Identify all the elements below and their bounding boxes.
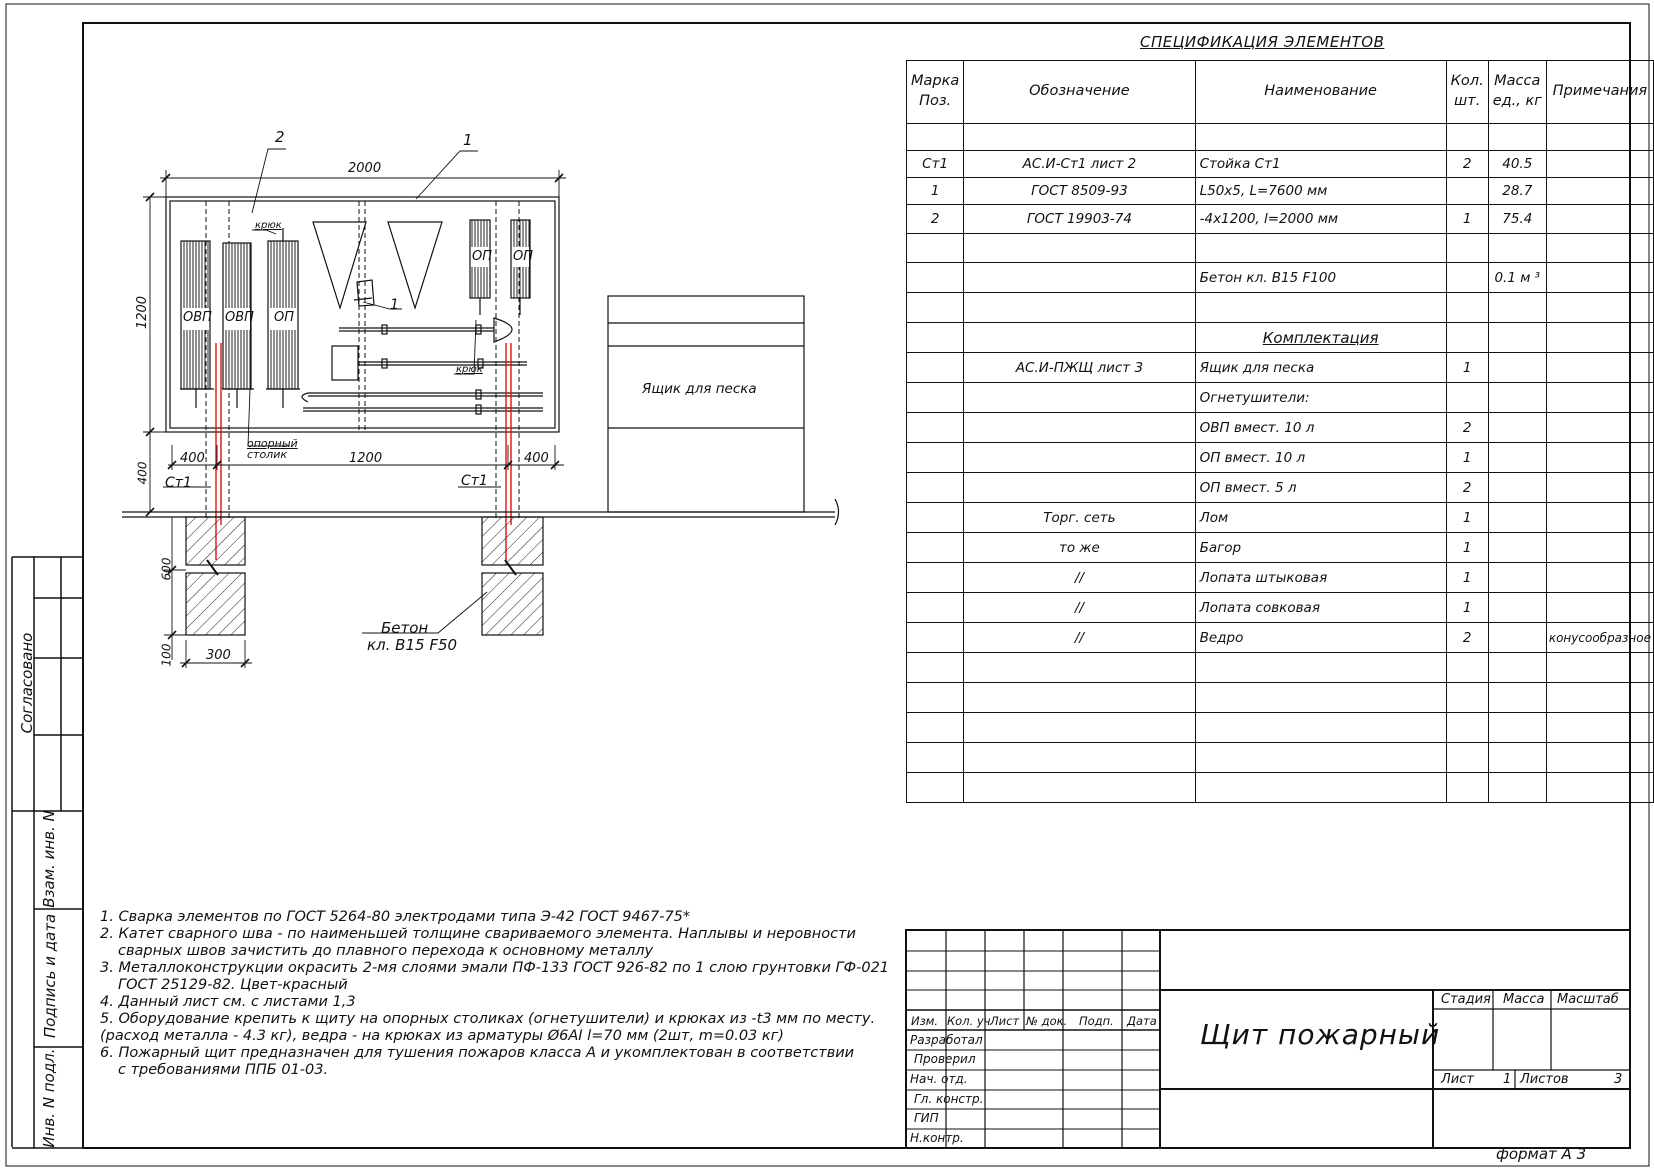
note-1: 1. Сварка элементов по ГОСТ 5264-80 электродами типа Э-42 ГОСТ 9467-75* xyxy=(100,909,691,925)
cell-mass: 75.4 xyxy=(1488,205,1546,234)
cell-mark xyxy=(907,353,964,383)
cell-designation xyxy=(964,234,1195,263)
note-5: 5. Оборудование крепить к щиту на опорных столиках (огнетушители) и крюках из -t3 мм по месту. xyxy=(100,1011,876,1027)
cell-mark xyxy=(907,593,964,623)
cell-mass xyxy=(1488,683,1546,713)
tb-sheet-value: 1 xyxy=(1503,1072,1512,1087)
cell-designation xyxy=(964,683,1195,713)
cell-mass xyxy=(1488,593,1546,623)
cell-mark xyxy=(907,263,964,293)
cell-note xyxy=(1546,263,1653,293)
spec-row xyxy=(907,713,1654,743)
cell-mark: 1 xyxy=(907,178,964,205)
cell-note xyxy=(1546,743,1653,773)
cell-name: Бетон кл. В15 F100 xyxy=(1195,263,1446,293)
header-mass: Масса ед., кг xyxy=(1488,61,1546,124)
cell-name xyxy=(1195,713,1446,743)
cell-qty: 1 xyxy=(1446,593,1488,623)
cell-mass xyxy=(1488,234,1546,263)
label-st1-right: Ст1 xyxy=(461,473,488,489)
label-ext-op-1: ОП xyxy=(274,310,295,325)
cell-designation xyxy=(964,773,1195,803)
cell-mark xyxy=(907,503,964,533)
cell-name: Огнетушители: xyxy=(1195,383,1446,413)
note-3: 3. Металлоконструкции окрасить 2-мя слоями эмали ПФ-133 ГОСТ 926-82 по 1 слою грунтовки ГФ-021 xyxy=(100,960,890,976)
header-name: Наименование xyxy=(1195,61,1446,124)
cell-designation: Торг. сеть xyxy=(964,503,1195,533)
cell-name: Багор xyxy=(1195,533,1446,563)
label-hook: крюк xyxy=(255,220,282,231)
spec-row xyxy=(907,413,1654,443)
cell-note xyxy=(1546,293,1653,323)
cell-qty: 2 xyxy=(1446,413,1488,443)
cell-mark: Ст1 xyxy=(907,151,964,178)
cell-note xyxy=(1546,205,1653,234)
cell-name xyxy=(1195,653,1446,683)
tb-role-dept-head: Нач. отд. xyxy=(910,1072,968,1086)
cell-name: Стойка Ст1 xyxy=(1195,151,1446,178)
cell-mark xyxy=(907,473,964,503)
crowbar xyxy=(303,408,543,411)
dim-2000: 2000 xyxy=(348,161,382,176)
cell-qty xyxy=(1446,653,1488,683)
cell-mark: 2 xyxy=(907,205,964,234)
spec-row xyxy=(907,773,1654,803)
spec-row xyxy=(907,263,1654,293)
cell-name: Ведро xyxy=(1195,623,1446,653)
spec-row xyxy=(907,683,1654,713)
bucket-2 xyxy=(388,222,442,308)
cell-note xyxy=(1546,713,1653,743)
spec-header-row xyxy=(907,61,1654,124)
spec-row xyxy=(907,234,1654,263)
spec-row xyxy=(907,323,1654,353)
label-ext-op-2: ОП xyxy=(472,249,493,264)
cell-qty: 1 xyxy=(1446,503,1488,533)
extinguisher-op-3 xyxy=(511,220,530,315)
cell-mark xyxy=(907,623,964,653)
header-designation: Обозначение xyxy=(964,61,1195,124)
cell-designation xyxy=(964,413,1195,443)
side-label-sign-date: Подпись и дата xyxy=(41,913,59,1038)
foundation-left-upper xyxy=(186,517,245,565)
cell-name: ОП вмест. 5 л xyxy=(1195,473,1446,503)
cell-name: Лопата штыковая xyxy=(1195,563,1446,593)
foundation-right-upper xyxy=(482,517,543,565)
tb-role-chief-designer: Гл. констр. xyxy=(914,1092,984,1106)
cell-note xyxy=(1546,383,1653,413)
note-6-cont: с требованиями ППБ 01-03. xyxy=(118,1062,329,1078)
cell-name: -4x1200, l=2000 мм xyxy=(1195,205,1446,234)
cell-mark xyxy=(907,413,964,443)
cell-mark xyxy=(907,443,964,473)
spec-row xyxy=(907,563,1654,593)
cell-designation xyxy=(964,713,1195,743)
label-st1-left: Ст1 xyxy=(165,475,192,491)
general-notes xyxy=(100,909,900,1079)
fire-shield-drawing xyxy=(122,149,839,668)
spec-row xyxy=(907,623,1654,653)
label-ext-op-3: ОП xyxy=(513,249,534,264)
cell-designation xyxy=(964,383,1195,413)
cell-designation: // xyxy=(964,593,1195,623)
cell-designation xyxy=(964,743,1195,773)
cell-qty: 2 xyxy=(1446,623,1488,653)
tb-role-gip: ГИП xyxy=(914,1111,939,1125)
cell-name: ОВП вмест. 10 л xyxy=(1195,413,1446,443)
tb-role-developer: Разработал xyxy=(910,1033,983,1047)
cell-qty: 1 xyxy=(1446,353,1488,383)
spec-row xyxy=(907,353,1654,383)
spec-row xyxy=(907,383,1654,413)
sand-box xyxy=(608,296,804,512)
hook-pole xyxy=(302,393,543,402)
cell-note xyxy=(1546,353,1653,383)
cell-name xyxy=(1195,124,1446,151)
drawing-title: Щит пожарный xyxy=(1200,1018,1441,1051)
cell-note xyxy=(1546,683,1653,713)
cell-mass xyxy=(1488,623,1546,653)
side-label-inv-orig: Инв. N подл. xyxy=(40,1048,58,1148)
cell-qty: 2 xyxy=(1446,151,1488,178)
cell-mass xyxy=(1488,653,1546,683)
note-5-cont: (расход металла - 4.3 кг), ведра - на крюках из арматуры Ø6AI l=70 мм (2шт, m=0.03 кг) xyxy=(100,1028,784,1044)
spec-row xyxy=(907,124,1654,151)
tb-col-izm: Изм. xyxy=(911,1014,939,1028)
cell-designation xyxy=(964,293,1195,323)
header-mark: Марка Поз. xyxy=(907,61,964,124)
cell-name: L50x5, L=7600 мм xyxy=(1195,178,1446,205)
cell-qty xyxy=(1446,683,1488,713)
spec-row xyxy=(907,533,1654,563)
spec-table xyxy=(906,60,1654,803)
cell-mass: 40.5 xyxy=(1488,151,1546,178)
label-support-2: столик xyxy=(247,448,288,461)
cell-note xyxy=(1546,473,1653,503)
spec-row xyxy=(907,178,1654,205)
tb-scale-label: Масштаб xyxy=(1557,992,1619,1007)
cell-designation: // xyxy=(964,563,1195,593)
spec-row xyxy=(907,593,1654,623)
side-label-inv-vzam: Взам. инв. N xyxy=(40,810,58,908)
dim-1200-bottom: 1200 xyxy=(349,451,383,466)
cell-name: Ящик для песка xyxy=(1195,353,1446,383)
tb-stage-label: Стадия xyxy=(1441,992,1491,1007)
cell-note: конусообразное xyxy=(1546,623,1653,653)
cell-mass xyxy=(1488,503,1546,533)
cell-mass xyxy=(1488,713,1546,743)
note-6: 6. Пожарный щит предназначен для тушения пожаров класса А и укомплектован в соответствии xyxy=(100,1045,855,1061)
cell-note xyxy=(1546,443,1653,473)
cell-note xyxy=(1546,124,1653,151)
tb-col-list: Лист xyxy=(990,1014,1020,1028)
cell-qty xyxy=(1446,713,1488,743)
spec-row xyxy=(907,151,1654,178)
cell-name: ОП вмест. 10 л xyxy=(1195,443,1446,473)
cell-designation xyxy=(964,653,1195,683)
cell-qty xyxy=(1446,323,1488,353)
cell-designation: АС.И-ПЖЩ лист 3 xyxy=(964,353,1195,383)
cell-name xyxy=(1195,773,1446,803)
cell-qty: 1 xyxy=(1446,443,1488,473)
cell-name xyxy=(1195,743,1446,773)
cell-mass xyxy=(1488,533,1546,563)
callout-1-top: 1 xyxy=(463,131,473,149)
foundation-left-lower xyxy=(186,573,245,635)
cell-mark xyxy=(907,653,964,683)
cell-designation: ГОСТ 8509-93 xyxy=(964,178,1195,205)
cell-designation xyxy=(964,473,1195,503)
dim-300: 300 xyxy=(206,648,231,663)
cell-designation xyxy=(964,124,1195,151)
cell-designation: АС.И-Ст1 лист 2 xyxy=(964,151,1195,178)
spec-row xyxy=(907,205,1654,234)
header-note: Примечания xyxy=(1546,61,1653,124)
tb-sheets-label: Листов xyxy=(1520,1072,1569,1087)
dim-1200-vert: 1200 xyxy=(135,295,151,330)
cell-qty xyxy=(1446,234,1488,263)
spec-row xyxy=(907,743,1654,773)
cell-qty: 1 xyxy=(1446,563,1488,593)
spec-row xyxy=(907,443,1654,473)
cell-mark xyxy=(907,563,964,593)
cell-mass xyxy=(1488,124,1546,151)
sheet-format: формат А 3 xyxy=(1496,1145,1587,1163)
cell-qty xyxy=(1446,124,1488,151)
label-concrete-1: Бетон xyxy=(381,619,429,637)
cell-mark xyxy=(907,713,964,743)
label-concrete-2: кл. В15 F50 xyxy=(367,636,458,654)
cell-mass xyxy=(1488,773,1546,803)
dim-100-vert: 100 xyxy=(159,643,174,667)
cell-mass xyxy=(1488,383,1546,413)
cell-note xyxy=(1546,503,1653,533)
note-3-cont: ГОСТ 25129-82. Цвет-красный xyxy=(118,977,348,993)
cell-designation xyxy=(964,323,1195,353)
cell-mark xyxy=(907,124,964,151)
tb-role-checker: Проверил xyxy=(914,1052,976,1066)
extinguisher-op-2 xyxy=(470,220,493,315)
cell-note xyxy=(1546,234,1653,263)
cell-note xyxy=(1546,151,1653,178)
tb-col-podp: Подп. xyxy=(1079,1014,1114,1028)
cell-note xyxy=(1546,653,1653,683)
cell-designation xyxy=(964,443,1195,473)
cell-qty xyxy=(1446,263,1488,293)
cell-note xyxy=(1546,593,1653,623)
foundation-right-lower xyxy=(482,573,543,635)
cell-mass xyxy=(1488,443,1546,473)
cell-designation: ГОСТ 19903-74 xyxy=(964,205,1195,234)
label-ext-ovp-1: ОВП xyxy=(183,310,212,325)
label-support-1: опорный xyxy=(247,437,298,450)
cell-mass xyxy=(1488,293,1546,323)
cell-designation xyxy=(964,263,1195,293)
dim-400-vert: 400 xyxy=(135,461,150,485)
header-qty: Кол. шт. xyxy=(1446,61,1488,124)
cell-qty xyxy=(1446,773,1488,803)
cell-mark xyxy=(907,773,964,803)
cell-note xyxy=(1546,413,1653,443)
tb-col-data: Дата xyxy=(1127,1014,1157,1028)
spec-row xyxy=(907,293,1654,323)
tb-mass-label: Масса xyxy=(1503,992,1545,1007)
cell-mass xyxy=(1488,323,1546,353)
cell-designation: то же xyxy=(964,533,1195,563)
cell-name xyxy=(1195,234,1446,263)
cell-qty xyxy=(1446,743,1488,773)
cell-mass: 0.1 м ³ xyxy=(1488,263,1546,293)
cell-mark xyxy=(907,293,964,323)
cell-mark xyxy=(907,234,964,263)
cell-mass xyxy=(1488,743,1546,773)
cell-mark xyxy=(907,533,964,563)
cell-qty xyxy=(1446,178,1488,205)
callout-2: 2 xyxy=(275,128,285,146)
cell-mass xyxy=(1488,563,1546,593)
tb-col-ndok: № док. xyxy=(1026,1014,1068,1028)
cell-mark xyxy=(907,383,964,413)
spec-row xyxy=(907,473,1654,503)
note-2: 2. Катет сварного шва - по наименьшей толщине свариваемого элемента. Наплывы и неровности xyxy=(100,926,856,942)
cell-mark xyxy=(907,743,964,773)
spec-title: СПЕЦИФИКАЦИЯ ЭЛЕМЕНТОВ xyxy=(1140,33,1385,51)
cell-name xyxy=(1195,683,1446,713)
note-2-cont: сварных швов зачистить до плавного перехода к основному металлу xyxy=(118,943,654,959)
side-label-agreed: Согласовано xyxy=(18,632,36,734)
spec-row xyxy=(907,653,1654,683)
cell-mark xyxy=(907,323,964,353)
cell-mass xyxy=(1488,353,1546,383)
cell-name: Лом xyxy=(1195,503,1446,533)
cell-note xyxy=(1546,773,1653,803)
tb-col-kol: Кол. уч xyxy=(947,1014,991,1028)
cell-name: Комплектация xyxy=(1195,323,1446,353)
cell-mark xyxy=(907,683,964,713)
tb-sheet-label: Лист xyxy=(1441,1072,1474,1087)
cell-qty: 1 xyxy=(1446,533,1488,563)
cell-designation: // xyxy=(964,623,1195,653)
label-sand-box: Ящик для песка xyxy=(642,381,757,397)
cell-mass xyxy=(1488,473,1546,503)
cell-qty xyxy=(1446,383,1488,413)
cell-qty xyxy=(1446,293,1488,323)
cell-qty: 1 xyxy=(1446,205,1488,234)
cell-mass: 28.7 xyxy=(1488,178,1546,205)
spec-row xyxy=(907,503,1654,533)
label-ext-ovp-2: ОВП xyxy=(225,310,254,325)
cell-note xyxy=(1546,178,1653,205)
cell-note xyxy=(1546,323,1653,353)
dim-400-right: 400 xyxy=(524,451,549,466)
cell-name xyxy=(1195,293,1446,323)
tb-role-norm-control: Н.контр. xyxy=(910,1131,964,1145)
shovel-flat xyxy=(332,346,527,380)
cell-note xyxy=(1546,533,1653,563)
dim-600-vert: 600 xyxy=(159,557,174,581)
cell-name: Лопата совковая xyxy=(1195,593,1446,623)
cell-note xyxy=(1546,563,1653,593)
note-4: 4. Данный лист см. с листами 1,3 xyxy=(100,994,356,1010)
dim-400-left: 400 xyxy=(180,451,205,466)
label-hook-2: крюк xyxy=(456,364,483,375)
cell-qty: 2 xyxy=(1446,473,1488,503)
tb-sheets-value: 3 xyxy=(1614,1072,1623,1087)
callout-1-inner: 1 xyxy=(390,297,399,313)
cell-mass xyxy=(1488,413,1546,443)
